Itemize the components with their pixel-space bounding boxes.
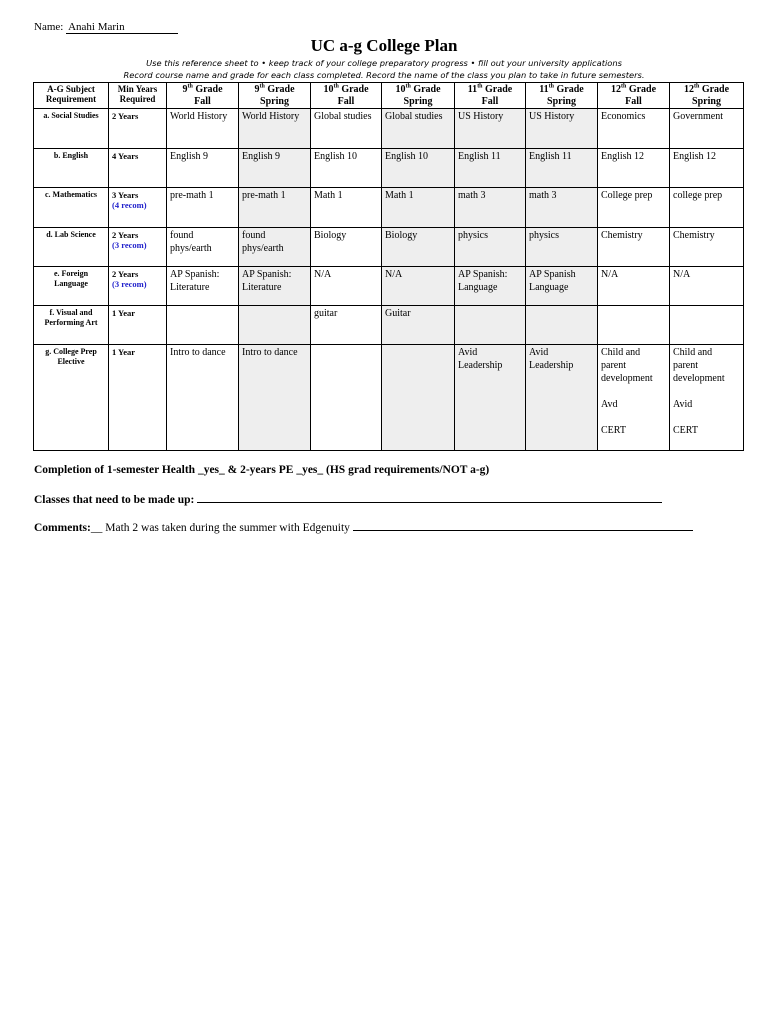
recommended-years: (4 recom) <box>112 200 147 210</box>
min-years <box>109 228 167 267</box>
course-cell[interactable] <box>167 306 239 345</box>
comments-text[interactable]: __ Math 2 was taken during the summer with Edgenuity <box>90 522 350 534</box>
instructions-line-1: Use this reference sheet to • keep track of your college preparatory progress • fill out your university applications <box>146 58 622 68</box>
semester-grade-word: Grade <box>485 84 513 95</box>
name-value[interactable]: Anahi Marin <box>66 21 178 34</box>
course-cell[interactable]: found phys/earth <box>167 228 239 267</box>
course-cell[interactable]: Biology <box>311 228 382 267</box>
subject-requirement: g. College Prep Elective <box>34 345 109 451</box>
course-cell[interactable]: College prep <box>598 188 670 228</box>
course-cell[interactable]: AP Spanish Language <box>526 267 598 306</box>
min-years-value: 1 Year <box>112 347 136 357</box>
min-years-value: 4 Years <box>112 151 139 161</box>
name-label: Name: <box>34 21 64 33</box>
course-cell[interactable]: math 3 <box>455 188 526 228</box>
min-years-value: 2 Years <box>112 230 139 240</box>
course-cell[interactable]: N/A <box>311 267 382 306</box>
semester-grade-word: Grade <box>267 84 295 95</box>
min-years <box>109 188 167 228</box>
course-cell[interactable] <box>598 306 670 345</box>
comments-field[interactable] <box>353 520 693 531</box>
course-cell[interactable]: English 10 <box>382 149 455 188</box>
makeup-label: Classes that need to be made up: <box>34 494 195 506</box>
course-cell[interactable]: Math 1 <box>382 188 455 228</box>
course-cell[interactable] <box>455 306 526 345</box>
min-years <box>109 149 167 188</box>
semester-grade: 11 <box>467 84 478 95</box>
course-cell[interactable]: AP Spanish: Literature <box>239 267 311 306</box>
course-cell[interactable]: English 11 <box>455 149 526 188</box>
comments-label: Comments: <box>34 522 91 534</box>
min-years <box>109 267 167 306</box>
comments-line <box>34 520 693 534</box>
column-header-semester <box>239 83 311 109</box>
makeup-classes-line <box>34 492 662 506</box>
min-years <box>109 109 167 149</box>
semester-grade-word: Grade <box>628 84 657 95</box>
column-header-subject: A-G Subject Requirement <box>34 83 109 109</box>
subject-requirement: f. Visual and Performing Art <box>34 306 109 345</box>
semester-grade-suffix: th <box>405 83 411 90</box>
column-header-semester <box>382 83 455 109</box>
page-title: UC a-g College Plan <box>310 36 458 55</box>
course-cell[interactable]: English 9 <box>167 149 239 188</box>
course-cell[interactable]: guitar <box>311 306 382 345</box>
min-years-value: 2 Years <box>112 269 139 279</box>
health-pe-completion: Completion of 1-semester Health _yes_ & 2-years PE _yes_ (HS grad requirements/NOT a-g) <box>34 464 490 476</box>
semester-grade-word: Grade <box>341 84 369 95</box>
table-row <box>34 306 744 345</box>
instructions-line-2: Record course name and grade for each class completed. Record the name of the class you plan to take in future semesters. <box>123 70 645 80</box>
min-years <box>109 306 167 345</box>
course-cell[interactable] <box>526 306 598 345</box>
course-cell[interactable] <box>382 345 455 451</box>
course-cell[interactable]: English 11 <box>526 149 598 188</box>
min-years <box>109 345 167 451</box>
semester-term: Spring <box>403 95 433 107</box>
course-cell[interactable] <box>239 306 311 345</box>
column-header-semester <box>167 83 239 109</box>
min-years-value: 3 Years <box>112 190 139 200</box>
semester-grade-suffix: th <box>548 83 555 90</box>
course-cell[interactable]: Global studies <box>382 109 455 149</box>
subject-requirement: a. Social Studies <box>34 109 109 149</box>
semester-grade-word: Grade <box>413 84 441 95</box>
subject-requirement: c. Mathematics <box>34 188 109 228</box>
semester-term: Spring <box>547 95 576 107</box>
semester-term: Fall <box>194 95 211 107</box>
course-cell[interactable]: AP Spanish: Literature <box>167 267 239 306</box>
table-row <box>34 267 744 306</box>
course-cell[interactable]: Math 1 <box>311 188 382 228</box>
column-header-semester <box>670 83 744 109</box>
subject-requirement: d. Lab Science <box>34 228 109 267</box>
subject-requirement: b. English <box>34 149 109 188</box>
course-cell[interactable]: college prep <box>670 188 744 228</box>
semester-term: Fall <box>337 95 355 107</box>
course-cell[interactable] <box>311 345 382 451</box>
semester-grade-suffix: th <box>693 83 700 90</box>
semester-grade-suffix: th <box>477 83 483 90</box>
semester-grade: 10 <box>395 84 406 95</box>
semester-grade: 12 <box>610 84 621 95</box>
course-cell[interactable]: Economics <box>598 109 670 149</box>
course-cell[interactable]: AP Spanish: Language <box>455 267 526 306</box>
course-cell[interactable]: Chemistry <box>670 228 744 267</box>
column-header-semester <box>311 83 382 109</box>
semester-grade-word: Grade <box>701 84 730 95</box>
course-cell[interactable]: found phys/earth <box>239 228 311 267</box>
course-cell[interactable] <box>670 306 744 345</box>
table-row <box>34 149 744 188</box>
table-row <box>34 345 744 451</box>
course-cell[interactable]: US History <box>526 109 598 149</box>
recommended-years: (3 recom) <box>112 240 147 250</box>
course-cell[interactable]: N/A <box>598 267 670 306</box>
recommended-years: (3 recom) <box>112 279 147 289</box>
course-cell[interactable]: math 3 <box>526 188 598 228</box>
semester-term: Fall <box>481 95 499 107</box>
course-cell[interactable]: Global studies <box>311 109 382 149</box>
course-cell[interactable]: N/A <box>382 267 455 306</box>
course-cell[interactable]: English 10 <box>311 149 382 188</box>
min-years-value: 1 Year <box>112 308 136 318</box>
course-cell[interactable]: Child and parent development Avd CERT <box>598 345 670 451</box>
semester-grade-suffix: th <box>259 83 265 90</box>
course-cell[interactable]: English 12 <box>670 149 744 188</box>
course-cell[interactable]: Intro to dance <box>167 345 239 451</box>
table-row <box>34 228 744 267</box>
course-cell[interactable]: English 9 <box>239 149 311 188</box>
semester-grade-suffix: th <box>187 83 193 90</box>
column-header-semester <box>455 83 526 109</box>
column-header-semester <box>598 83 670 109</box>
table-header-row <box>34 83 744 109</box>
column-header-semester <box>526 83 598 109</box>
course-cell[interactable]: Biology <box>382 228 455 267</box>
course-cell[interactable]: pre-math 1 <box>167 188 239 228</box>
course-cell[interactable]: US History <box>455 109 526 149</box>
semester-term: Spring <box>260 95 289 107</box>
table-row <box>34 109 744 149</box>
course-cell[interactable]: Government <box>670 109 744 149</box>
course-cell[interactable]: Intro to dance <box>239 345 311 451</box>
semester-grade-word: Grade <box>556 84 584 95</box>
course-cell[interactable]: World History <box>239 109 311 149</box>
college-plan-table <box>33 82 744 451</box>
semester-grade-suffix: th <box>620 83 627 90</box>
course-cell[interactable]: physics <box>526 228 598 267</box>
column-header-min-years: Min Years Required <box>109 83 167 109</box>
course-cell[interactable]: Child and parent development Avid CERT <box>670 345 744 451</box>
semester-grade: 11 <box>539 84 549 95</box>
semester-grade: 12 <box>683 84 694 95</box>
min-years-value: 2 Years <box>112 111 139 121</box>
course-cell[interactable]: English 12 <box>598 149 670 188</box>
semester-term: Spring <box>692 95 721 107</box>
semester-grade: 10 <box>323 84 334 95</box>
table-row <box>34 188 744 228</box>
semester-term: Fall <box>625 95 642 107</box>
course-cell[interactable]: Avid Leadership <box>526 345 598 451</box>
course-cell[interactable]: N/A <box>670 267 744 306</box>
semester-grade-suffix: th <box>333 83 339 90</box>
course-cell[interactable]: World History <box>167 109 239 149</box>
course-cell[interactable]: physics <box>455 228 526 267</box>
course-cell[interactable]: Chemistry <box>598 228 670 267</box>
makeup-classes-field[interactable] <box>197 492 662 503</box>
name-line <box>34 21 178 34</box>
semester-grade-word: Grade <box>195 84 223 95</box>
course-cell[interactable]: pre-math 1 <box>239 188 311 228</box>
course-cell[interactable]: Guitar <box>382 306 455 345</box>
subject-requirement: e. Foreign Language <box>34 267 109 306</box>
course-cell[interactable]: Avid Leadership <box>455 345 526 451</box>
semester-grade: 9 <box>182 84 188 95</box>
semester-grade: 9 <box>254 84 260 95</box>
